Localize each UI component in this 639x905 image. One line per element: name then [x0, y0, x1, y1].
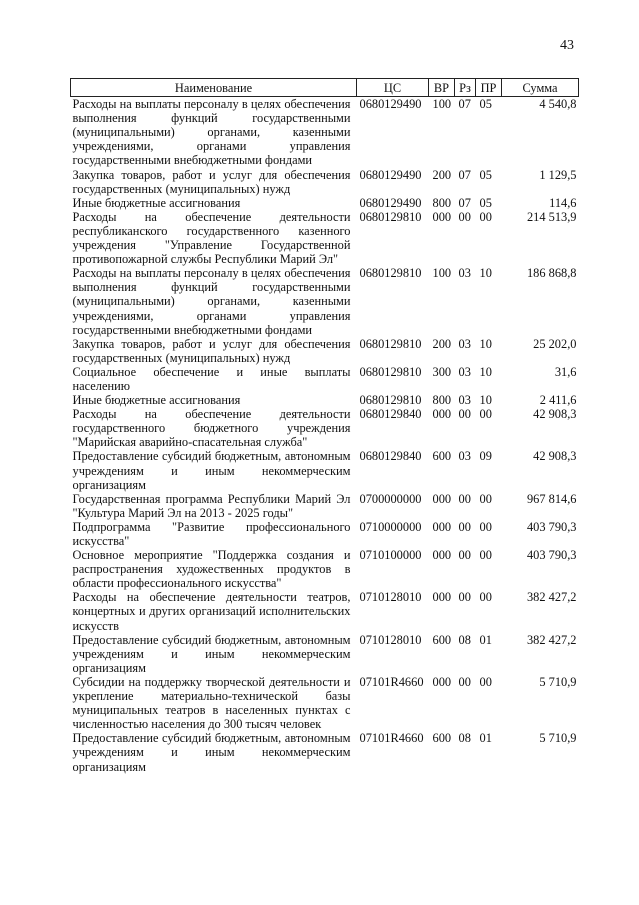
column-header-vr: ВР	[429, 79, 455, 97]
table-row	[71, 196, 579, 210]
table-row	[71, 449, 579, 491]
cell-rz: 03	[458, 266, 471, 281]
cell-rz: 08	[458, 731, 471, 746]
cell-name: Расходы на обеспечение деятельности республиканского государственного казенного учреждения "Управление Государственной противопожарной службы Республики Марий Эл"	[72, 209, 351, 267]
column-header-sum: Сумма	[502, 79, 579, 97]
cell-cs: 07101R4660	[359, 674, 424, 689]
cell-vr: 000	[432, 548, 452, 563]
cell-cs: 0710100000	[359, 548, 422, 563]
cell-cs: 0680129810	[359, 336, 422, 351]
table-row	[71, 520, 579, 548]
cell-cs: 0680129490	[359, 195, 422, 210]
table-row	[71, 210, 579, 266]
cell-pr: 00	[479, 491, 492, 506]
cell-pr: 10	[479, 266, 492, 281]
cell-cs: 0680129490	[359, 167, 422, 182]
cell-rz: 03	[458, 393, 471, 408]
table-row	[71, 731, 579, 773]
cell-cs: 0680129840	[359, 449, 422, 464]
cell-vr: 300	[432, 364, 452, 379]
cell-vr: 600	[432, 632, 452, 647]
cell-name: Предоставление субсидий бюджетным, автономным учреждениям и иным некоммерческим организациям	[72, 731, 351, 774]
cell-cs: 0680129810	[359, 209, 422, 224]
cell-rz: 00	[458, 674, 471, 689]
cell-sum: 4 540,8	[539, 97, 577, 112]
cell-cs: 0710128010	[359, 632, 422, 647]
cell-pr: 05	[479, 195, 492, 210]
cell-name: Расходы на выплаты персоналу в целях обеспечения выполнения функций государственными (муниципальными) органами, казенными учреждениями, органами управления государственными внебюджетными фондами	[72, 97, 351, 168]
cell-vr: 800	[432, 393, 452, 408]
table-row	[71, 407, 579, 449]
cell-rz: 00	[458, 209, 471, 224]
cell-sum: 382 427,2	[526, 590, 577, 605]
table-row	[71, 590, 579, 632]
cell-rz: 00	[458, 407, 471, 422]
table-row	[71, 365, 579, 393]
cell-vr: 200	[432, 167, 452, 182]
cell-pr: 05	[479, 97, 492, 112]
cell-name: Закупка товаров, работ и услуг для обеспечения государственных (муниципальных) нужд	[72, 167, 351, 196]
table-row	[71, 675, 579, 731]
cell-cs: 0680129810	[359, 393, 422, 408]
cell-rz: 00	[458, 519, 471, 534]
cell-vr: 000	[432, 519, 452, 534]
cell-sum: 382 427,2	[526, 632, 577, 647]
cell-pr: 00	[479, 674, 492, 689]
cell-sum: 31,6	[554, 364, 577, 379]
cell-name: Расходы на выплаты персоналу в целях обеспечения выполнения функций государственными (муниципальными) органами, казенными учреждениями, органами управления государственными внебюджетными фондами	[72, 266, 351, 337]
cell-name: Государственная программа Республики Марий Эл "Культура Марий Эл на 2013 - 2025 годы"	[72, 491, 351, 520]
cell-name: Субсидии на поддержку творческой деятельности и укрепление материально-технической базы муниципальных театров в населенных пунктах с численностью населения до 300 тысяч человек	[72, 674, 351, 732]
cell-rz: 03	[458, 449, 471, 464]
table-row	[71, 633, 579, 675]
cell-rz: 08	[458, 632, 471, 647]
cell-rz: 00	[458, 491, 471, 506]
cell-cs: 0680129840	[359, 407, 422, 422]
column-header-cs: ЦС	[357, 79, 429, 97]
cell-pr: 00	[479, 548, 492, 563]
cell-cs: 0710000000	[359, 519, 422, 534]
cell-pr: 10	[479, 336, 492, 351]
cell-vr: 100	[432, 266, 452, 281]
cell-name: Предоставление субсидий бюджетным, автономным учреждениям и иным некоммерческим организациям	[72, 449, 351, 492]
cell-sum: 5 710,9	[539, 674, 577, 689]
cell-rz: 00	[458, 590, 471, 605]
cell-name: Предоставление субсидий бюджетным, автономным учреждениям и иным некоммерческим организациям	[72, 632, 351, 675]
cell-cs: 0680129810	[359, 266, 422, 281]
cell-sum: 114,6	[549, 195, 577, 210]
cell-vr: 200	[432, 336, 452, 351]
cell-pr: 00	[479, 590, 492, 605]
cell-cs: 0680129490	[359, 97, 422, 112]
cell-pr: 00	[479, 519, 492, 534]
cell-name: Социальное обеспечение и иные выплаты населению	[72, 364, 351, 393]
cell-name: Закупка товаров, работ и услуг для обеспечения государственных (муниципальных) нужд	[72, 336, 351, 365]
cell-pr: 05	[479, 167, 492, 182]
cell-sum: 1 129,5	[539, 167, 577, 182]
cell-rz: 00	[458, 548, 471, 563]
cell-pr: 00	[479, 209, 492, 224]
table-row	[71, 168, 579, 196]
cell-pr: 10	[479, 393, 492, 408]
page-number: 43	[560, 38, 574, 53]
cell-rz: 07	[458, 97, 471, 112]
cell-cs: 0700000000	[359, 491, 422, 506]
column-header-rz: Рз	[455, 79, 476, 97]
cell-sum: 5 710,9	[539, 731, 577, 746]
table-row	[71, 548, 579, 590]
cell-rz: 03	[458, 364, 471, 379]
cell-name: Расходы на обеспечение деятельности театров, концертных и других организаций исполнительских искусств	[72, 590, 351, 633]
column-header-pr: ПР	[476, 79, 502, 97]
cell-sum: 967 814,6	[526, 491, 577, 506]
cell-vr: 000	[432, 590, 452, 605]
cell-rz: 07	[458, 167, 471, 182]
table-row	[71, 266, 579, 336]
cell-vr: 000	[432, 674, 452, 689]
cell-name: Основное мероприятие "Поддержка создания и распространения художественных продуктов в области профессионального искусства"	[72, 548, 351, 591]
cell-sum: 186 868,8	[526, 266, 577, 281]
cell-rz: 07	[458, 195, 471, 210]
cell-cs: 07101R4660	[359, 731, 424, 746]
cell-sum: 2 411,6	[539, 393, 577, 408]
budget-table	[70, 78, 579, 774]
cell-name: Иные бюджетные ассигнования	[72, 195, 241, 210]
cell-sum: 403 790,3	[526, 548, 577, 563]
cell-sum: 42 908,3	[533, 449, 577, 464]
cell-sum: 42 908,3	[533, 407, 577, 422]
cell-sum: 214 513,9	[526, 209, 577, 224]
cell-vr: 000	[432, 491, 452, 506]
cell-pr: 09	[479, 449, 492, 464]
cell-name: Иные бюджетные ассигнования	[72, 393, 241, 408]
cell-vr: 000	[432, 407, 452, 422]
cell-vr: 800	[432, 195, 452, 210]
table-header-row	[71, 79, 579, 97]
table-row	[71, 97, 579, 168]
cell-name: Подпрограмма "Развитие профессионального искусства"	[72, 519, 351, 548]
cell-pr: 01	[479, 731, 492, 746]
cell-vr: 600	[432, 449, 452, 464]
column-header-name: Наименование	[71, 79, 357, 97]
cell-cs: 0710128010	[359, 590, 422, 605]
table-row	[71, 337, 579, 365]
cell-rz: 03	[458, 336, 471, 351]
table-row	[71, 492, 579, 520]
cell-pr: 00	[479, 407, 492, 422]
cell-cs: 0680129810	[359, 364, 422, 379]
cell-vr: 600	[432, 731, 452, 746]
cell-name: Расходы на обеспечение деятельности государственного бюджетного учреждения "Марийская аварийно-спасательная служба"	[72, 407, 351, 450]
cell-vr: 000	[432, 209, 452, 224]
table-row	[71, 393, 579, 407]
cell-sum: 25 202,0	[533, 336, 577, 351]
cell-vr: 100	[432, 97, 452, 112]
cell-pr: 10	[479, 364, 492, 379]
cell-pr: 01	[479, 632, 492, 647]
cell-sum: 403 790,3	[526, 519, 577, 534]
